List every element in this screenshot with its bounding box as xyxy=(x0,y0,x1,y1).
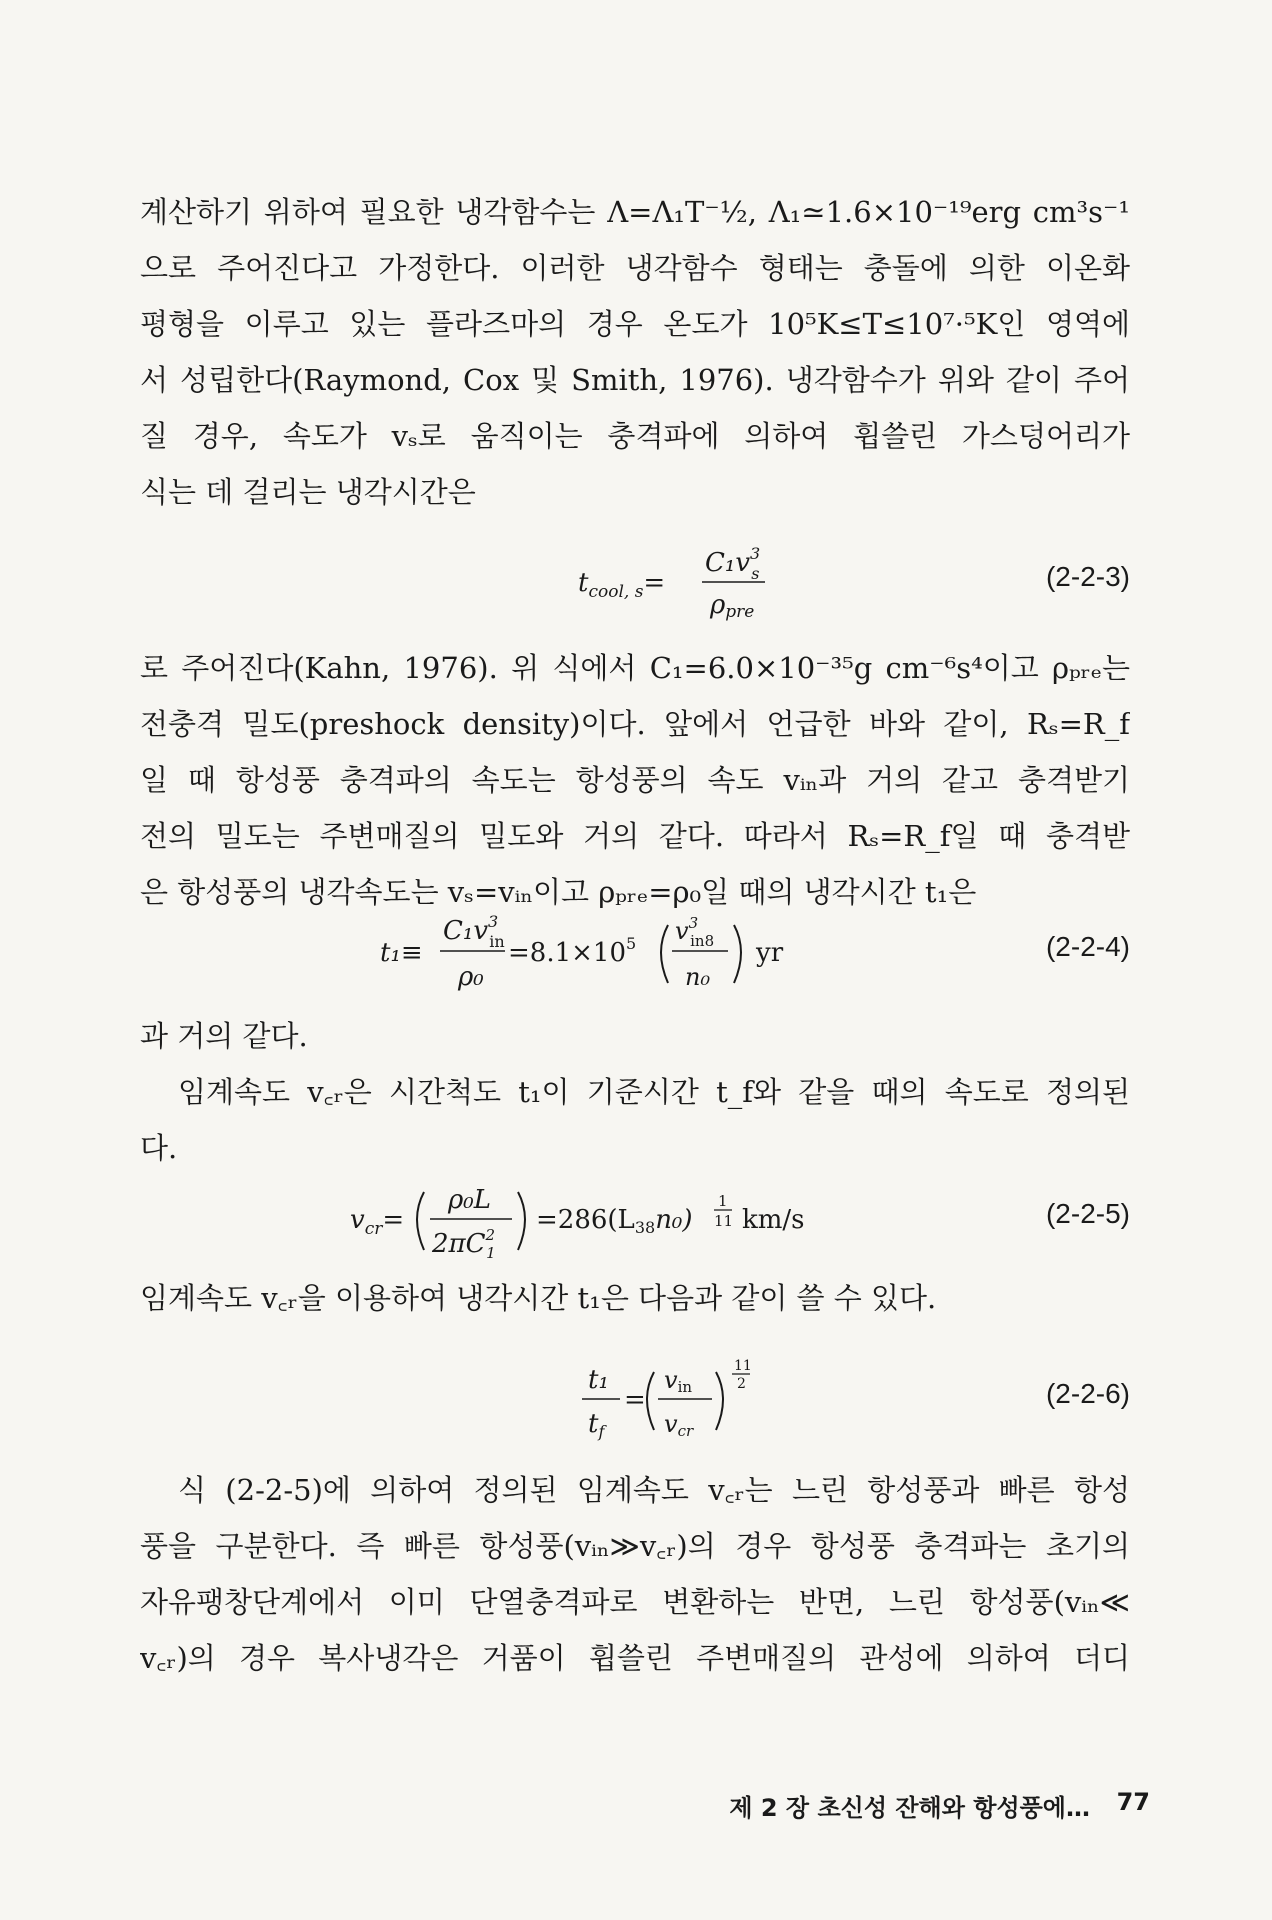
paragraph-6 xyxy=(140,1462,1130,1686)
text-line: 일 때 항성풍 충격파의 속도는 항성풍의 속도 vᵢₙ과 거의 같고 충격받기 xyxy=(140,763,1130,797)
svg-text:tcool, s=: $t_{cool, s}=$ xyxy=(578,568,666,602)
equation-2-2-3 xyxy=(140,535,1130,625)
svg-text:ρ₀L: ρ₀L xyxy=(448,1185,491,1215)
svg-text:11: 11 xyxy=(734,1358,752,1374)
paragraph-3 xyxy=(140,1008,1130,1064)
svg-text:2: 2 xyxy=(737,1376,746,1392)
text-line: 계산하기 위하여 필요한 냉각함수는 Λ=Λ₁T⁻½, Λ₁≃1.6×10⁻¹⁹erg cm³s⁻¹ xyxy=(140,195,1130,229)
svg-text:v3in8: $v^3$ in8 xyxy=(675,914,715,950)
text-line: 식 (2-2-5)에 의하여 정의된 임계속도 v꜀ᵣ는 느린 항성풍과 빠른 항성 xyxy=(178,1473,1130,1507)
svg-text:11: 11 xyxy=(714,1212,734,1230)
page-number: 77 xyxy=(1116,1788,1150,1816)
text-line: 다. xyxy=(140,1131,178,1165)
svg-text:yr: yr xyxy=(756,938,784,968)
paragraph-1 xyxy=(140,184,1130,520)
equation-number: (2-2-3) xyxy=(1045,561,1130,592)
svg-text:vcr=: $v_{cr}=$ xyxy=(350,1205,405,1239)
text-line: 서 성립한다(Raymond, Cox 및 Smith, 1976). 냉각함수가 위와 같이 주어 xyxy=(140,363,1130,397)
equation-2-2-4 xyxy=(140,905,1130,995)
svg-text:C₁v3s: $C_1v^3$ s xyxy=(705,544,761,583)
equation-number: (2-2-6) xyxy=(1045,1378,1130,1409)
paragraph-4 xyxy=(140,1064,1130,1176)
equation-graphic xyxy=(140,1172,1130,1262)
text-line: 임계속도 v꜀ᵣ은 시간척도 t₁이 기준시간 t_f와 같을 때의 속도로 정의된 xyxy=(178,1075,1130,1109)
svg-text:n₀: n₀ xyxy=(685,963,711,991)
text-line: 식는 데 걸리는 냉각시간은 xyxy=(140,475,476,509)
svg-text:=: = xyxy=(624,1385,646,1415)
svg-text:=286(L38n₀): =286(L38n₀) xyxy=(536,1205,693,1237)
text-line: 로 주어진다(Kahn, 1976). 위 식에서 C₁=6.0×10⁻³⁵g cm⁻⁶s⁴이고 ρₚᵣₑ는 xyxy=(140,651,1130,685)
equation-graphic xyxy=(140,905,1130,995)
equation-2-2-6 xyxy=(140,1352,1130,1442)
svg-text:km/s: km/s xyxy=(742,1205,805,1235)
svg-text:ρpre: ρpre xyxy=(710,590,755,622)
text-line: 풍을 구분한다. 즉 빠른 항성풍(vᵢₙ≫v꜀ᵣ)의 경우 항성풍 충격파는 초기의 xyxy=(140,1529,1130,1563)
text-line: 전의 밀도는 주변매질의 밀도와 거의 같다. 따라서 Rₛ=R_f일 때 충격받 xyxy=(140,819,1130,853)
svg-text:vcr: vcr xyxy=(664,1410,694,1440)
svg-text:ρ₀: ρ₀ xyxy=(458,962,484,992)
text-line: 은 항성풍의 냉각속도는 vₛ=vᵢₙ이고 ρₚᵣₑ=ρ₀일 때의 냉각시간 t₁은 xyxy=(140,875,977,909)
text-line: 과 거의 같다. xyxy=(140,1019,308,1053)
svg-text:tf: tf xyxy=(588,1409,605,1441)
svg-text:t₁≡: t₁≡ xyxy=(380,938,423,968)
equation-2-2-5 xyxy=(140,1172,1130,1262)
svg-text:vin: vin xyxy=(664,1366,693,1396)
equation-graphic xyxy=(140,1352,1130,1442)
svg-text:1: 1 xyxy=(718,1192,728,1210)
svg-text:C₁v3in: $C_1v^3$ in xyxy=(443,912,505,951)
text-line: 질 경우, 속도가 vₛ로 움직이는 충격파에 의하여 휩쓸린 가스덩어리가 xyxy=(140,419,1130,453)
text-line: 평형을 이루고 있는 플라즈마의 경우 온도가 10⁵K≤T≤10⁷·⁵K인 영역에 xyxy=(140,307,1130,341)
text-line: 전충격 밀도(preshock density)이다. 앞에서 언급한 바와 같이, Rₛ=R_f xyxy=(140,707,1130,741)
equation-number: (2-2-4) xyxy=(1045,931,1130,962)
paragraph-5 xyxy=(140,1270,1130,1326)
paragraph-2 xyxy=(140,640,1130,920)
text-line: 임계속도 v꜀ᵣ을 이용하여 냉각시간 t₁은 다음과 같이 쓸 수 있다. xyxy=(140,1281,937,1315)
text-line: 으로 주어진다고 가정한다. 이러한 냉각함수 형태는 충돌에 의한 이온화 xyxy=(140,251,1130,285)
svg-text:2πC21: $2\pi C^2$ 1 xyxy=(432,1226,496,1262)
equation-number: (2-2-5) xyxy=(1045,1198,1130,1229)
text-line: 자유팽창단계에서 이미 단열충격파로 변환하는 반면, 느린 항성풍(vᵢₙ≪ xyxy=(140,1585,1130,1619)
running-head: 제 2 장 초신성 잔해와 항성풍에… xyxy=(729,1794,1090,1822)
svg-text:=8.1×105: $=8.1\times 10^5$ xyxy=(508,934,637,968)
equation-graphic xyxy=(140,535,1130,625)
svg-text:t₁: t₁ xyxy=(588,1365,609,1395)
text-line: v꜀ᵣ)의 경우 복사냉각은 거품이 휩쓸린 주변매질의 관성에 의하여 더디 xyxy=(140,1641,1130,1675)
